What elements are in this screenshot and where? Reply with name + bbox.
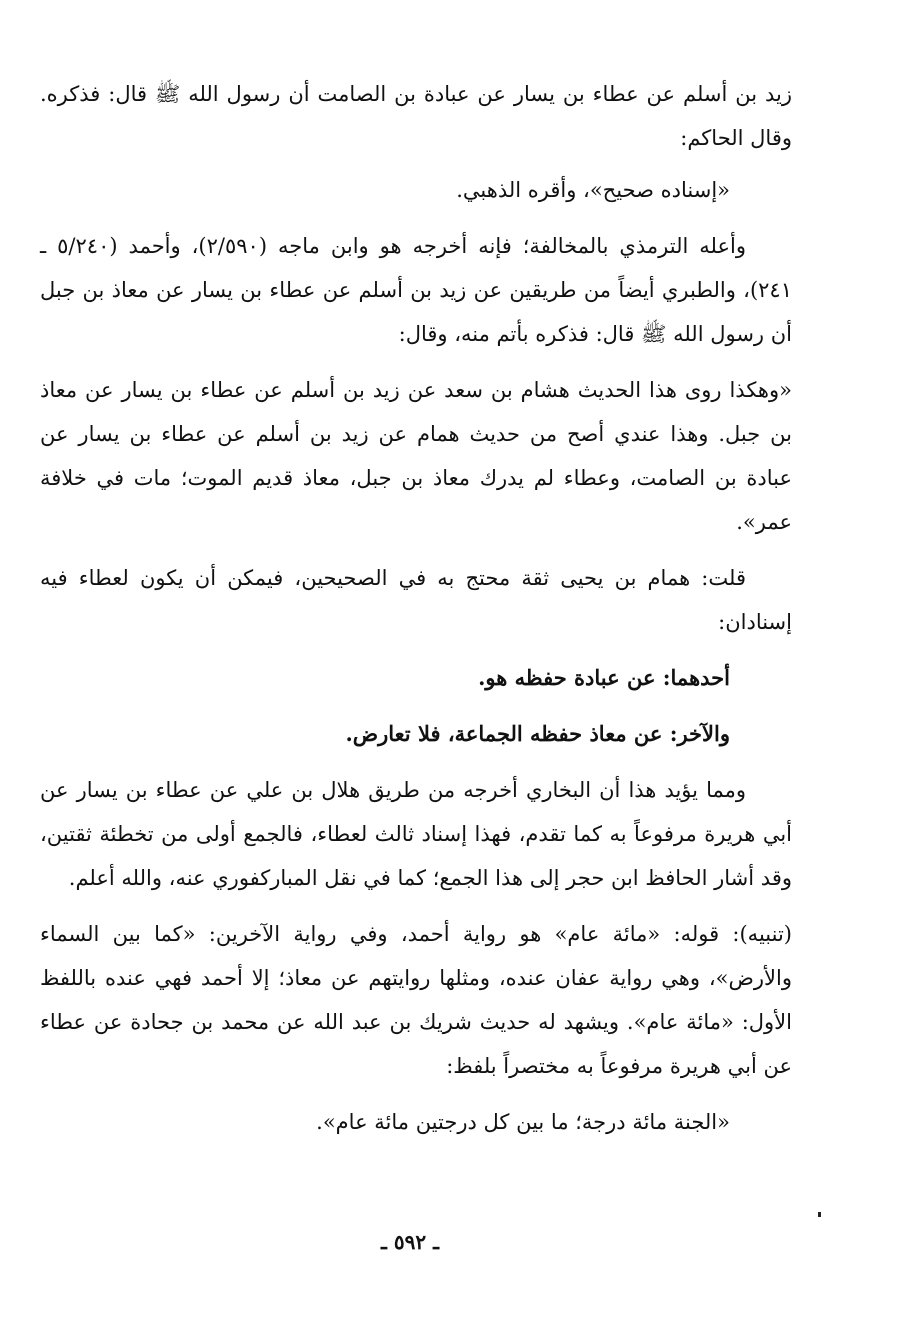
paragraph-8: ومما يؤيد هذا أن البخاري أخرجه من طريق هلال بن علي عن عطاء بن يسار عن أبي هريرة مرفوعاً به كما تقدم، فهذا إسناد ثالث لعطاء، فالجمع أولى من تخطئة ثقتين، وقد أشار الحافظ ابن حجر إلى هذا الجمع؛ كما في نقل المباركفوري عنه، والله أعلم. (40, 778, 792, 890)
paragraph-4-quote: «وهكذا روى هذا الحديث هشام بن سعد عن زيد بن أسلم عن عطاء بن يسار عن معاذ بن جبل. وهذا عندي أصح من حديث همام عن زيد بن أسلم عن عطاء بن يسار عن عبادة بن الصامت، وعطاء لم يدرك معاذ بن جبل، معاذ قديم الموت؛ مات في خلافة عمر». (40, 378, 792, 534)
main-text (40, 72, 792, 1156)
paragraph-2: «إسناده صحيح»، وأقره الذهبي. (456, 178, 730, 202)
paragraph-6: أحدهما: عن عبادة حفظه هو. (478, 665, 730, 690)
paragraph-3: وأعله الترمذي بالمخالفة؛ فإنه أخرجه هو وابن ماجه (٢/٥٩٠)، وأحمد (٥/٢٤٠ ـ ٢٤١)، والطبري أيضاً من طريقين عن زيد بن أسلم عن عطاء بن يسار عن معاذ بن جبل أن رسول الله ﷺ قال: فذكره بأتم منه، وقال: (40, 234, 792, 346)
paragraph-5: قلت: همام بن يحيى ثقة محتج به في الصحيحين، فيمكن أن يكون لعطاء فيه إسنادان: (40, 566, 792, 634)
paragraph-10-quote: «الجنة مائة درجة؛ ما بين كل درجتين مائة عام». (316, 1110, 730, 1134)
page-number: ـ ٥٩٢ ـ (381, 1230, 439, 1254)
paragraph-9-note: (تنبيه): قوله: «مائة عام» هو رواية أحمد، وفي رواية الآخرين: «كما بين السماء والأرض»، وهي رواية عفان عنده، ومثلها روايتهم عن معاذ؛ إلا أحمد فهي عنده باللفظ الأول: «مائة عام». ويشهد له حديث شريك بن عبد الله عن محمد بن جحادة عن عطاء عن أبي هريرة مرفوعاً به مختصراً بلفظ: (40, 922, 792, 1078)
paragraph-1: زيد بن أسلم عن عطاء بن يسار عن عبادة بن الصامت أن رسول الله ﷺ قال: فذكره. وقال الحاكم: (40, 82, 792, 150)
paragraph-7: والآخر: عن معاذ حفظه الجماعة، فلا تعارض. (345, 721, 730, 746)
scan-mark (818, 1212, 821, 1217)
